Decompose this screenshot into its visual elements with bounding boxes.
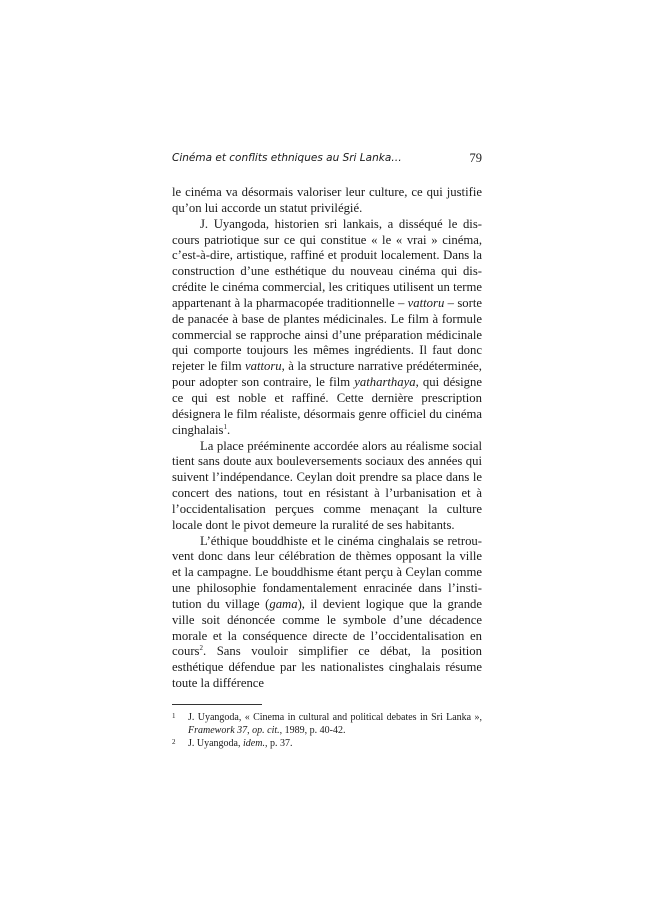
footnote (172, 711, 482, 737)
italic-term: vattoru (407, 295, 445, 310)
paragraph (172, 185, 482, 217)
text-run: , qui désigne ce qui est noble et raffiné. Cette dernière prescription désignera le film réaliste, désormais genre officiel du cinéma cinghalais (172, 375, 482, 437)
footnote-number: 2 (172, 738, 176, 746)
italic-term: vattoru (245, 359, 282, 374)
italic-term: gama (269, 596, 298, 611)
footnote-reference: 2 (199, 644, 203, 653)
paragraph (172, 439, 482, 534)
text-run: J. Uyangoda, « Cinema in cultural and political debates in Sri Lanka », (188, 712, 482, 723)
italic-term: op. cit. (252, 725, 280, 736)
paragraph (172, 217, 482, 439)
text-run: L’éthique bouddhiste et le cinéma cinghalais se retrouvent donc dans leur célébration de thèmes opposant la ville et la campagne. Le bouddhisme étant perçu à Ceylan comme une philosophie fondamentalement enracinée dans l’institution du village ( (172, 533, 482, 611)
italic-term: idem. (243, 738, 265, 749)
running-header (172, 152, 482, 172)
text-run: , 1989, p. 40-42. (279, 725, 346, 736)
text-run: ), il devient logique que la grande ville soit dénoncée comme le symbole d’une décadence morale et la conséquence directe de l’occidentalisation en cours (172, 596, 483, 659)
body-text (172, 185, 482, 692)
text-run: J. Uyangoda, (188, 738, 243, 749)
footnote-text (188, 711, 482, 737)
text-run: J. Uyangoda, historien sri lankais, a disséqué le discours patriotique sur ce qui constitue « le « vrai » cinéma, c’est-à-dire, artistique, raffiné et produit localement. Dans la construction d’une esthétique du nouveau cinéma qui discrédite le cinéma commercial, les critiques utilisent un terme appartenant à la pharmacopée traditionnelle – (172, 216, 482, 310)
paragraph (172, 534, 482, 692)
text-run: . (226, 422, 231, 437)
text-run: La place prééminente accordée alors au réalisme social tient sans doute aux bouleversements sociaux des années qui suivent l’indépendance. Ceylan doit prendre sa place dans le concert des nations, tout en résistant à l’urbanisation et à l’occidentalisation perçues comme menaçant la culture locale dont le pivot demeure la ruralité de ses habitants. (172, 438, 482, 532)
running-title: Cinéma et conflits ethniques au Sri Lanka… (172, 152, 402, 164)
footnotes (172, 711, 482, 750)
page-number: 79 (469, 151, 482, 165)
italic-term: Framework 37 (188, 725, 248, 736)
text-run: . Sans vouloir simplifier ce débat, la position esthétique défendue par les nationalistes cinghalais résume toute la différence (172, 644, 482, 691)
italic-term: yatharthaya (354, 375, 416, 390)
footnote-reference: 1 (223, 422, 227, 431)
text-run: , p. 37. (264, 738, 293, 749)
footnote-number: 1 (172, 712, 176, 720)
text-run: , à la structure narrative prédéterminée, pour adopter son contraire, le film (172, 359, 482, 390)
book-page (172, 152, 482, 750)
text-run: le cinéma va désormais valoriser leur culture, ce qui justifie qu’on lui accorde un statut privilégié. (172, 185, 482, 215)
footnote (172, 737, 482, 750)
footnote-divider (172, 704, 262, 705)
footnote-text (188, 737, 482, 750)
text-run: , (247, 725, 253, 736)
text-run: – sorte de panacée à base de plantes médicinales. Le film à formule commercial se rapproche ainsi d’une préparation médicinale qui comporte toujours les mêmes ingrédients. Il faut donc rejeter le film (172, 295, 482, 374)
